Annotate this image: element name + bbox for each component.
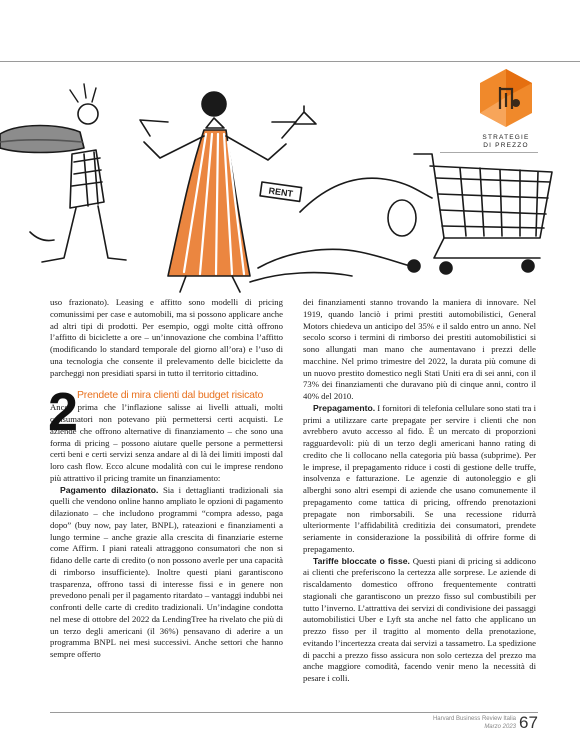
footer-issue: Marzo 2023 [484, 724, 516, 730]
right-paragraph-2 [303, 403, 536, 556]
section-tag-label [474, 132, 538, 150]
left-paragraph-3-body: Sia i dettaglianti tradizionali sia quelli che vendono online hanno ampliato le opzioni di pagamento dilazionato – che includono programmi “compra adesso, paga dopo” (buy now, pay later, BNPL), rateazioni e finanziamenti a lungo termine – anche grazie alla crescita di finanziarie esterne come Affirm. I piani rateali attraggono consumatori che non si fidano delle carte di credito (o non possono averle per una capacità di rimborso insufficiente). Inoltre questi piani garantiscono trasparenza, offrono tassi di interesse fissi e in genere non prevedono penali per il pagamento ritardato – vantaggi indubbi nei confronti delle carte di credito tradizionali. Un’indagine condotta nel mese di ottobre del 2022 da LendingTree ha rivelato che più di un terzo degli americani (il 36%) pensavano di aderire a un programma BNPL nei mesi successivi. Anche settori che hanno sempre offerto [50, 484, 283, 659]
right-paragraph-3-lead: Tariffe bloccate o fisse. [313, 555, 410, 566]
section-tag-line1: STRATEGIE [482, 134, 530, 141]
right-paragraph-1: dei finanziamenti stanno trovando la maniera di innovare. Nel 1919, quando lanciò i primi prestiti automobilistici, General Motors chiedeva un anticipo del 35% e il saldo entro un anno. Nel secolo scorso i termini di rimborso dei prestiti automobilistici si sono allungati man mano che aumentavano i prezzi delle macchine. Nel primo trimestre del 2022, la durata più comune di un nuovo prestito domestico negli Stati Uniti era di sei anni, con il 73% dei finanziamenti che duravano più di cinque anni, contro il 40% del 2010. [303, 297, 536, 401]
right-paragraph-3 [303, 556, 536, 685]
left-paragraph-2: Ancor prima che l’inflazione salisse ai livelli attuali, molti consumatori non potevano più permettersi certi acquisti. Le aziende che offrono alternative di finanziamento – che sono una forma di pricing – possono aiutare quelle persone a permettersi certi beni e certi servizi senza andare al di là dei limiti imposti dal loro cash flow. Ecco alcune modalità con cui le imprese rendono più attrattivo il pricing tramite un finanziamento: [50, 402, 283, 483]
pricing-hexagon-icon [476, 67, 536, 129]
left-paragraph-3-lead: Pagamento dilazionato. [60, 484, 159, 495]
rent-sign-text: RENT [267, 185, 294, 199]
right-column [303, 297, 536, 685]
page-number: 67 [519, 713, 538, 732]
footer-rule [50, 712, 538, 713]
section-tag [474, 67, 538, 134]
left-paragraph-3 [50, 485, 283, 661]
section-2-block [48, 382, 283, 484]
right-paragraph-3-body: Questi piani di pricing si addicono ai clienti che preferiscono la certezza alle sorprese. Le aziende di riscaldamento domestico offrono frequentemente contratti stagionali che garantiscono un prezzo fisso sul combustibili per tutto l’inverno. L’attrattiva dei servizi di condivisione dei passaggi automobilistici Uber e Lyft sta anche nel fatto che applicano un prezzo fisso per il tragitto al momento della prenotazione, evitando l’incertezza creata dai servizi a tassametro. La spedizione di pacchi a prezzo fisso assicura non solo certezza del prezzo ma anche maggiore comodità, facendo venir meno la necessità di pesare i colli. [303, 555, 536, 683]
footer-publication: Harvard Business Review Italia [432, 716, 516, 722]
section-heading: Prendete di mira clienti dal budget risicato [77, 389, 264, 402]
left-column [50, 297, 283, 661]
right-paragraph-2-lead: Prepagamento. [313, 402, 376, 413]
left-paragraph-1: uso frazionato). Leasing e affitto sono modelli di pricing comunissimi per case e automobili, ma si possono applicare anche ad altri tipi di prodotti. Per esempio, oggi molte città offrono l’affitto di biciclette a ore – un’innovazione che combina l’affitto (modificando lo standard temporale del giorno all’ora) e l’uso di una tecnologia che consente il prelevamento delle biciclette da parcheggi non presidiati sparsi in tutto il territorio cittadino. [50, 297, 283, 378]
right-paragraph-2-body: I fornitori di telefonia cellulare sono stati tra i primi a utilizzare carte prepagate per servire i clienti che non avrebbero avuto accesso al fido. È un mercato di proporzioni ragguardevoli: più di un terzo degli americani hanno rating di credito che li collocano nella categoria più bassa (subprime). Per le imprese, il prepagamento riduce i costi di gestione delle truffe, insolvenza e fatturazione. Le agenzie di autonoleggio e gli alberghi sono altri esempi di aziende che usano comunemente il prepagamento come tattica di pricing, offrendo prenotazioni prepagate non rimborsabili. Se una recessione ridurrà ulteriormente l’affidabilità creditizia dei consumatori, prendete seriamente in considerazione la possibilità di offrire forme di prepagamento. [303, 402, 536, 554]
section-tag-line2: DI PREZZO [483, 142, 529, 149]
footer-credit [420, 715, 516, 731]
section-number: 2 [48, 382, 79, 443]
section-tag-divider [440, 152, 538, 153]
